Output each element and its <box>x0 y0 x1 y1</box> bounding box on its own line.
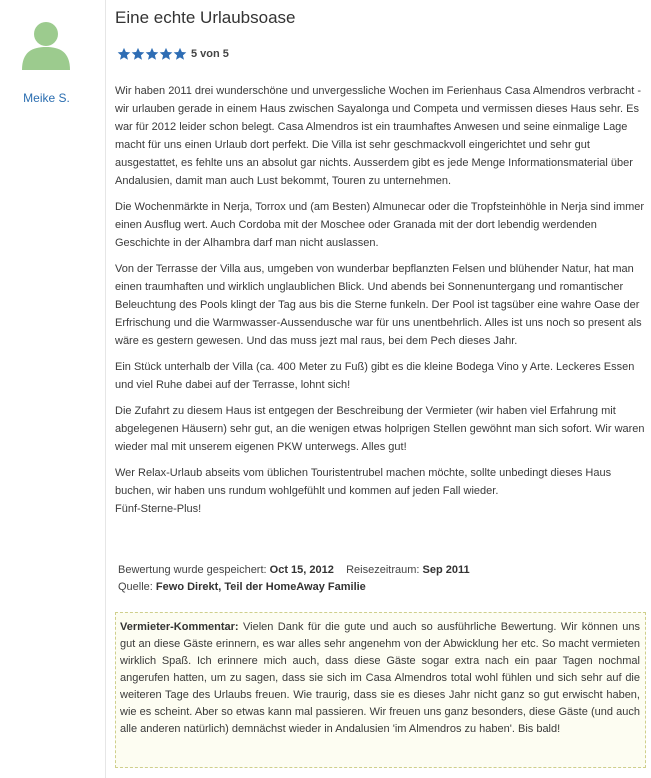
owner-response-body: Vielen Dank für die gute und auch so ausführliche Bewertung. Wir können uns gut an diese Gäste erinnern, es war alles sehr angenehm von der Abwicklung her etc. So macht vermieten wirklich Spaß. Ich erinnere mich auch, dass diese Gäste sogar extra nach ein paar Tagen nochmal angerufen hatten, um zu sagen, dass sie sich im Casa Almendros total wohl fühlen und sich sehr auf die weiteren Tage des Urlaubs freuen. Wie traurig, dass sie es dieses Jahr nicht ganz so gut erwischt haben, wie es scheint. Aber so etwas kann mal passieren. Wir freuen uns ganz besonders, diese Gäste (und auch alle anderen natürlich) demnächst wieder in Andalusien 'im Almendros zu haben'. Bis bald! <box>120 621 640 735</box>
travel-label: Reisezeitraum: <box>346 564 420 576</box>
review-paragraph: Ein Stück unterhalb der Villa (ca. 400 Meter zu Fuß) gibt es die kleine Bodega Vino y Arte. Leckeres Essen und viel Ruhe dabei auf der Terrasse, lohnt sich! <box>115 361 635 391</box>
owner-response <box>115 612 646 768</box>
reviewer-column <box>0 0 106 778</box>
avatar-icon <box>18 18 74 70</box>
review-dates <box>118 562 470 579</box>
rating-text: 5 von 5 <box>191 48 229 60</box>
review-paragraph: Wir haben 2011 drei wunderschöne und unvergessliche Wochen im Ferienhaus Casa Almendros verbracht - wir urlauben gerade in einem Haus zwischen Sayalonga und Competa und vermissen dieses Haus sehr. Es war für 2012 leider schon belegt. Casa Almendros ist ein traumhaftes Anwesen und seine einmalige Lage macht für uns einen Urlaub dort perfekt. Die Villa ist sehr geschmackvoll eingerichtet und sehr gut ausgestattet, es fehlte uns an absolut gar nichts. Ausserdem gibt es jede Menge Informationsmaterial über Andalusien, damit man auch Lust bekommt, Touren zu unternehmen. <box>115 85 642 187</box>
reviewer-name-link[interactable]: Meike S. <box>23 91 70 105</box>
star-icon <box>131 47 145 61</box>
star-icon <box>145 47 159 61</box>
star-icon <box>159 47 173 61</box>
rating-stars <box>117 47 187 61</box>
review-paragraph: Die Zufahrt zu diesem Haus ist entgegen der Beschreibung der Vermieter (wir haben viel Erfahrung mit abgelegenen Häusern) sehr gut, an die wenigen etwas holprigen Stellen gewöhnt man sich sofort. Wir waren wieder mal mit unserem eigenen PKW unterwegs. Alles gut! <box>115 405 645 453</box>
review-meta <box>118 562 470 596</box>
source-value: Fewo Direkt, Teil der HomeAway Familie <box>155 581 366 593</box>
star-icon <box>173 47 187 61</box>
review-paragraph: Wer Relax-Urlaub abseits vom üblichen Touristentrubel machen möchte, sollte unbedingt dieses Haus buchen, wir haben uns rundum wohlgefühlt und kommen auf jeden Fall wieder. Fünf-Sterne-Plus! <box>115 467 612 515</box>
review-source <box>118 579 470 596</box>
source-label: Quelle: <box>118 581 153 593</box>
saved-label: Bewertung wurde gespeichert: <box>118 564 267 576</box>
rating <box>117 46 229 62</box>
review-title: Eine echte Urlaubsoase <box>115 8 296 27</box>
star-icon <box>117 47 131 61</box>
owner-response-label: Vermieter-Kommentar: <box>120 621 239 633</box>
review-paragraph: Die Wochenmärkte in Nerja, Torrox und (am Besten) Almunecar oder die Tropfsteinhöhle in Nerja sind immer einen Ausflug wert. Auch Cordoba mit der Moschee oder Granada mit der dort lebendig werdenden Geschichte in der Alhambra darf man nicht auslassen. <box>115 201 645 249</box>
review-paragraph: Von der Terrasse der Villa aus, umgeben von wunderbar bepflanzten Felsen und blühender Natur, hat man einen traumhaften und wirklich unglaublichen Blick. Und abends bei Sonnenuntergang und romantischer Beleuchtung des Pools klingt der Tag aus bis die Sterne funkeln. Der Pool ist tagsüber eine wahre Oase der Erfrischung und die Warmwasser-Aussendusche war für uns unentbehrlich. Alles ist uns noch so present als wäre es gestern gewesen. Und das muss jezt mal raus, bei dem Pech dieses Jahr. <box>115 263 642 347</box>
saved-date: Oct 15, 2012 <box>269 564 334 576</box>
owner-response-text <box>120 619 640 738</box>
review-body <box>115 82 647 526</box>
travel-date: Sep 2011 <box>422 564 470 576</box>
